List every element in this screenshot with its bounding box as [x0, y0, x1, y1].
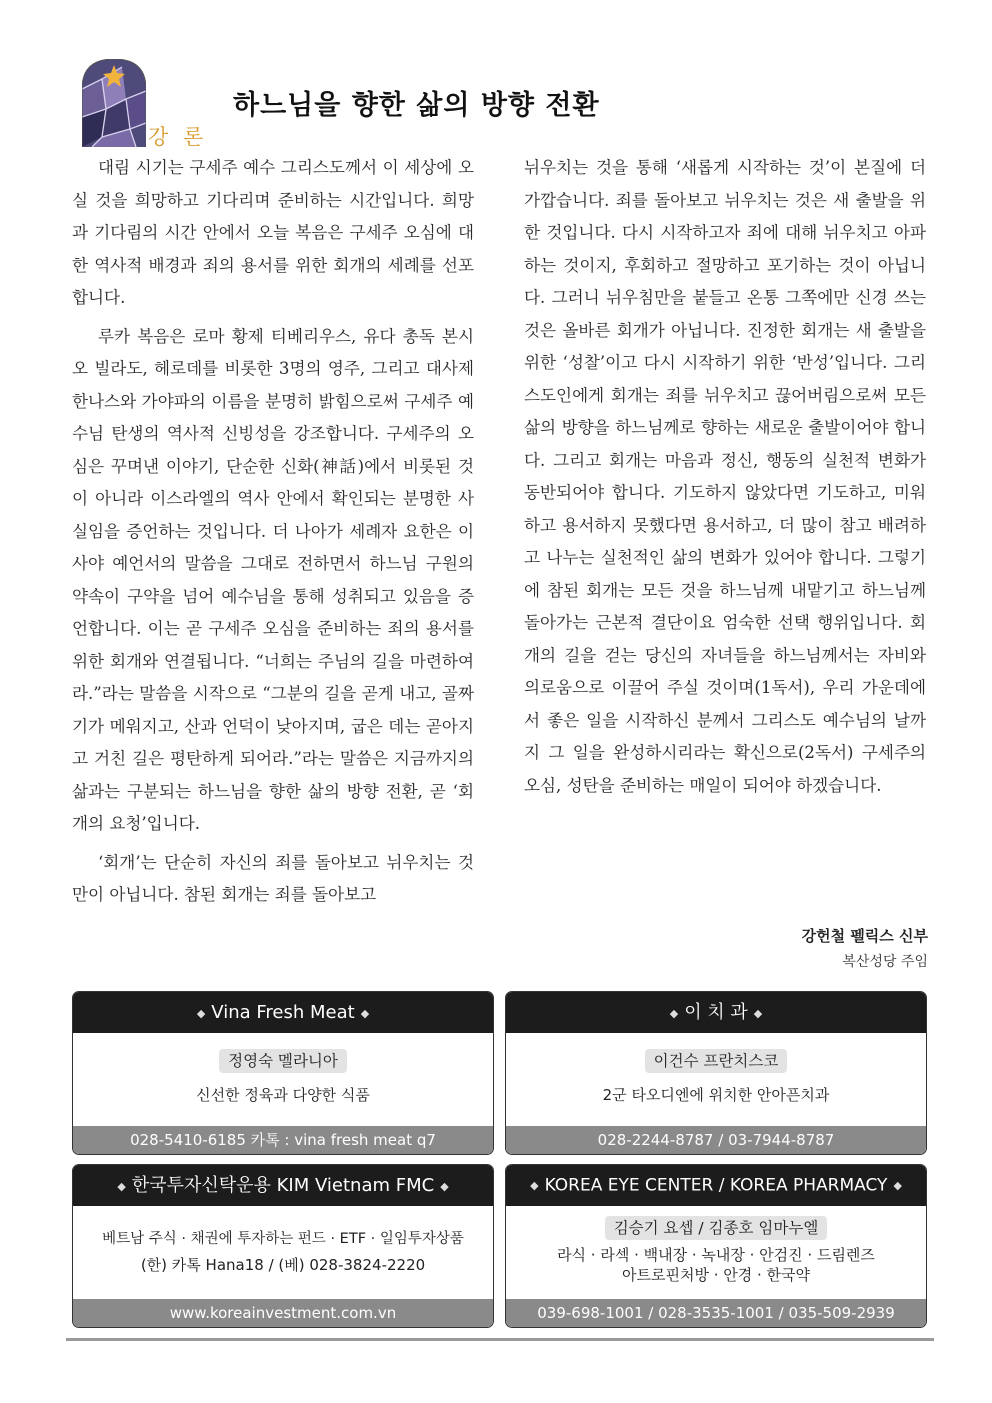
ad-description: 베트남 주식 · 채권에 투자하는 펀드 · ETF · 일임투자상품	[102, 1231, 464, 1247]
ad-title: 이 치 과	[684, 1002, 748, 1023]
author-signature	[802, 923, 928, 975]
ad-contact: 028-5410-6185 카톡 : vina fresh meat q7	[73, 1126, 493, 1154]
author-name: 강헌철 펠릭스 신부	[801, 927, 928, 945]
ad-title: KOREA EYE CENTER / KOREA PHARMACY	[544, 1175, 888, 1196]
ad-kim-vietnam-fmc	[72, 1164, 494, 1328]
diamond-icon: ◆	[893, 1179, 902, 1192]
ad-title-bar	[506, 992, 926, 1033]
ad-description: 라식 · 라섹 · 백내장 · 녹내장 · 안검진 · 드림렌즈	[557, 1246, 875, 1264]
diamond-icon: ◆	[669, 1006, 679, 1020]
article-paragraph: 대림 시기는 구세주 예수 그리스도께서 이 세상에 오실 것을 희망하고 기다리며 준비하는 시간입니다. 희망과 기다림의 시간 안에서 오늘 복음은 구세주 오심에 대한 역사적 배경과 죄의 용서를 위한 회개의 세례를 선포합니다.	[72, 158, 474, 307]
page-title: 하느님을 향한 삶의 방향 전환	[233, 90, 600, 121]
author-role: 복산성당 주임	[842, 954, 928, 970]
ad-description: 2군 타오디엔에 위치한 안아픈치과	[602, 1086, 830, 1104]
ad-website: www.koreainvestment.com.vn	[73, 1299, 493, 1327]
diamond-icon: ◆	[196, 1006, 206, 1020]
ad-title: 한국투자신탁운용 KIM Vietnam FMC	[131, 1175, 435, 1196]
ad-description: (한) 카톡 Hana18 / (베) 028-3824-2220	[140, 1256, 426, 1274]
diamond-icon: ◆	[753, 1006, 763, 1020]
ad-person: 김승기 요셉 / 김종호 임마누엘	[605, 1216, 828, 1240]
ad-vina-fresh-meat	[72, 991, 494, 1155]
ad-person: 이건수 프란치스코	[645, 1049, 788, 1073]
stained-glass-logo-icon	[82, 59, 146, 147]
page-header	[78, 55, 938, 150]
ad-dental-clinic	[505, 991, 927, 1155]
diamond-icon: ◆	[530, 1179, 539, 1192]
ad-description: 신선한 정육과 다양한 식품	[196, 1086, 370, 1104]
ad-description: 아트로핀처방 · 안경 · 한국약	[622, 1266, 810, 1284]
diamond-icon: ◆	[360, 1006, 370, 1020]
diamond-icon: ◆	[440, 1179, 449, 1193]
bottom-divider	[66, 1338, 934, 1341]
ad-title: Vina Fresh Meat	[211, 1002, 355, 1023]
section-label: 강 론	[148, 125, 208, 149]
article-left-column	[72, 152, 474, 918]
ad-contact: 039-698-1001 / 028-3535-1001 / 035-509-2939	[506, 1299, 926, 1327]
ad-contact: 028-2244-8787 / 03-7944-8787	[506, 1126, 926, 1154]
article-paragraph: 루카 복음은 로마 황제 티베리우스, 유다 총독 본시오 빌라도, 헤로데를 비롯한 3명의 영주, 그리고 대사제 한나스와 가야파의 이름을 분명히 밝힘으로써 구세주 예수님 탄생의 역사적 신빙성을 강조합니다. 구세주의 오심은 꾸며낸 이야기, 단순한 신화(神話)에서 비롯된 것이 아니라 이스라엘의 역사 안에서 확인되는 분명한 사실임을 증언하는 것입니다. 더 나아가 세례자 요한은 이사야 예언서의 말씀을 그대로 전하면서 하느님 구원의 약속이 구약을 넘어 예수님을 통해 성취되고 있음을 증언합니다. 이는 곧 구세주 오심을 준비하는 죄의 용서를 위한 회개와 연결됩니다. “너희는 주님의 길을 마련하여라.”라는 말씀을 시작으로 “그분의 길을 곧게 내고, 골짜기가 메워지고, 산과 언덕이 낮아지며, 굽은 데는 곧아지고 거친 길은 평탄하게 되어라.”라는 말씀은 지금까지의 삶과는 구분되는 하느님을 향한 삶의 방향 전환, 곧 ‘회개의 요청’입니다.	[72, 326, 474, 833]
ad-title-bar	[506, 1165, 926, 1206]
ad-korea-eye-center	[505, 1164, 927, 1328]
article-paragraph: 뉘우치는 것을 통해 ‘새롭게 시작하는 것’이 본질에 더 가깝습니다. 죄를 돌아보고 뉘우치는 것은 새 출발을 위한 것입니다. 다시 시작하고자 죄에 대해 뉘우치고 아파하는 것이지, 후회하고 절망하고 포기하는 것이 아닙니다. 그러니 뉘우침만을 붙들고 온통 그쪽에만 신경 쓰는 것은 올바른 회개가 아닙니다. 진정한 회개는 새 출발을 위한 ‘성찰’이고 다시 시작하기 위한 ‘반성’입니다. 그리스도인에게 회개는 죄를 뉘우치고 끊어버림으로써 모든 삶의 방향을 하느님께로 향하는 새로운 출발이어야 합니다. 그리고 회개는 마음과 정신, 행동의 실천적 변화가 동반되어야 합니다. 기도하지 않았다면 기도하고, 미워하고 용서하지 못했다면 용서하고, 더 많이 참고 배려하고 나누는 실천적인 삶의 변화가 있어야 합니다. 그렇기에 참된 회개는 모든 것을 하느님께 내맡기고 하느님께 돌아가는 근본적 결단이요 엄숙한 선택 행위입니다. 회개의 길을 걷는 당신의 자녀들을 하느님께서는 자비와 의로움으로 이끌어 주실 것이며(1독서), 우리 가운데에서 좋은 일을 시작하신 분께서 그리스도 예수님의 날까지 그 일을 완성하시리라는 확신으로(2독서) 구세주의 오심, 성탄을 준비하는 매일이 되어야 하겠습니다.	[524, 158, 926, 795]
article-right-column	[524, 152, 926, 808]
ad-person: 정영숙 멜라니아	[219, 1049, 347, 1073]
diamond-icon: ◆	[117, 1179, 126, 1193]
ad-title-bar	[73, 1165, 493, 1206]
article-paragraph: ‘회개’는 단순히 자신의 죄를 돌아보고 뉘우치는 것만이 아닙니다. 참된 회개는 죄를 돌아보고	[72, 852, 474, 904]
ad-title-bar	[73, 992, 493, 1033]
